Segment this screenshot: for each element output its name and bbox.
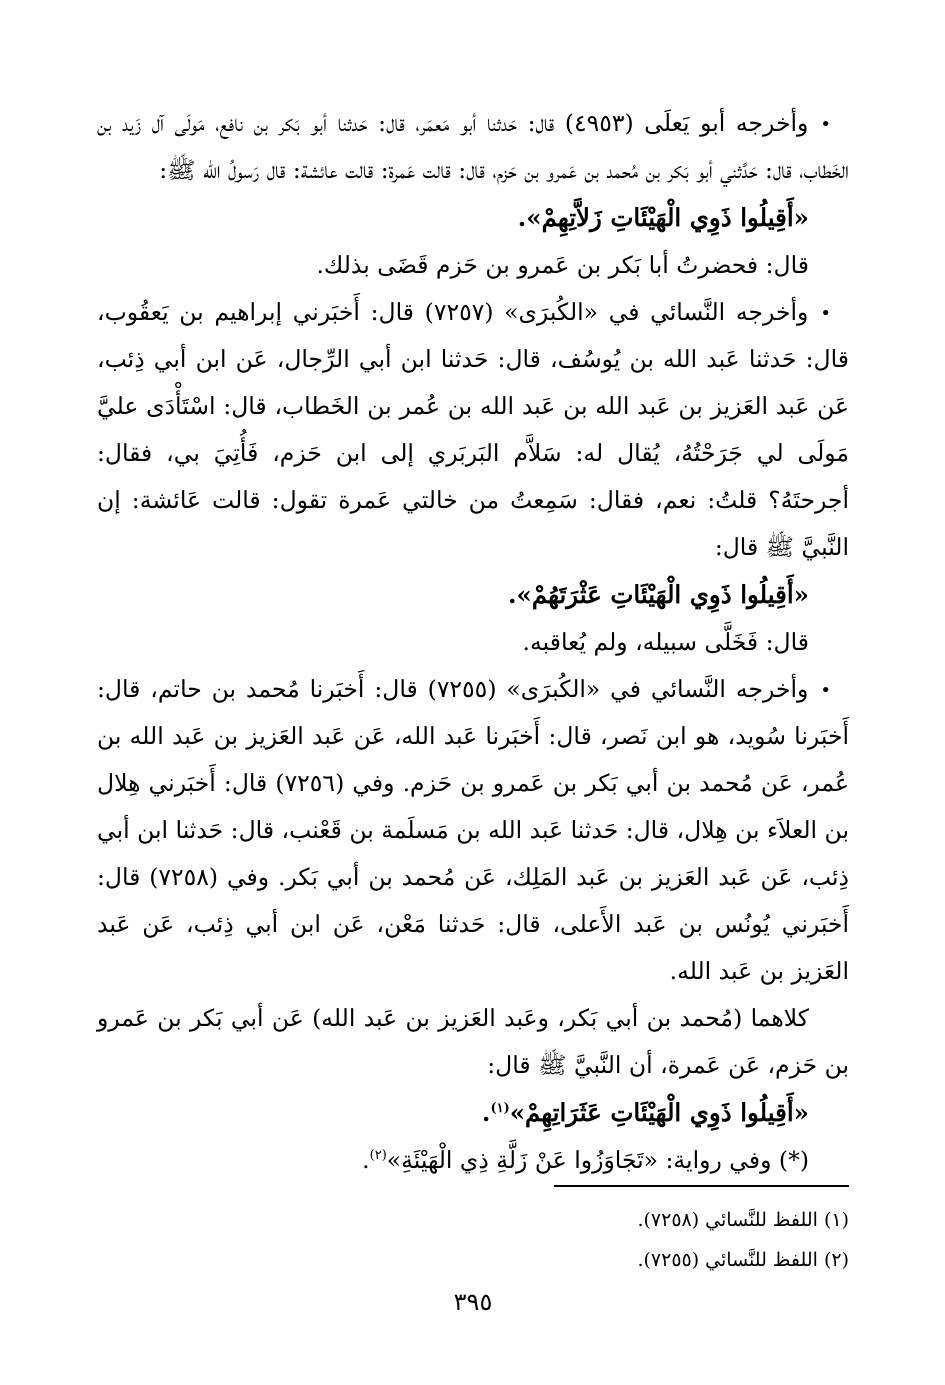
- period: .: [362, 1146, 370, 1174]
- paragraph-abu-yala: [97, 100, 849, 194]
- page-number: ٣٩٥: [453, 1288, 493, 1316]
- footnote-ref-1: (١): [490, 1100, 510, 1116]
- footnote-ref-2: (٢): [369, 1148, 387, 1164]
- hadith-text-with-footnote: [97, 1089, 849, 1137]
- paragraph-text: وأخرجه النَّسائي في «الكُبرَى» (٧٢٥٧) قال: أَخبَرني إبراهيم بن يَعقُوب، قال: حَدثنا عَبد الله بن يُوسُف، قال: حَدثنا ابن أبي الرِّجال، عَن ابن أبي ذِئب، عَن عَبد العَزيز بن عَبد الله بن عَبد الله بن عُمر بن الخَطاب، قال: اسْتَأْدَى عليَّ مَولَى لي جَرَحْتُهُ، يُقال له: سَلاَّم البَربَري إلى ابن حَزم، فَأُتِيَ بي، فقال: أجرحتَهُ؟ قلتُ: نعم، فقال: سَمِعتُ من خالتي عَمرة تقول: قالت عَائشة: إن النَّبيَّ ﷺ قال:: [97, 298, 849, 561]
- paragraph-nasai-7257: [97, 289, 849, 571]
- narrator-comment: قال: فَخَلَّى سبيله، ولم يُعاقبه.: [522, 628, 809, 656]
- paragraph-both-narrators: كلاهما (مُحمد بن أبي بَكر، وعَبد العَزيز بن عَبد الله) عَن أبي بَكر بن عَمرو بن حَزم، عَن عَمرة، أن النَّبيَّ ﷺ قال:: [97, 1004, 849, 1079]
- paragraph-nasai-7255: [97, 666, 849, 995]
- period: .: [481, 1098, 491, 1127]
- footnote-divider: [554, 1185, 849, 1187]
- alternate-narration: [97, 1137, 849, 1184]
- hadith-text: «أَقِيلُوا ذَوِي الْهَيْئَاتِ عَثْرَتَهُمْ».: [508, 580, 809, 609]
- paragraph-text: وأخرجه أبو يَعلَى (٤٩٥٣) قال: حَدثنا أبو مَعمَر، قال: حَدثنا أبو بَكر بن نافع، مَولَى آل زَيد بن الخَطاب، قال: حَدَّثني أبو بَكر بن مُحمد بن عَمرو بن حَزم، قال: قالت عَمرة: قالت عائشة: قال رَسولُ الله ﷺ:: [97, 109, 849, 184]
- bullet-mark: •: [820, 679, 831, 701]
- bullet-mark: •: [820, 302, 831, 324]
- page-body: [97, 100, 849, 1380]
- footnotes: [97, 1200, 849, 1280]
- footnote-1: (١) اللفظ للنَّسائي (٧٢٥٨).: [637, 1209, 849, 1231]
- hadith-text: «أَقِيلُوا ذَوِي الْهَيْئَاتِ عَثَرَاتِهِمْ»: [509, 1098, 809, 1127]
- footnote-2: (٢) اللفظ للنَّسائي (٧٢٥٥).: [637, 1249, 849, 1271]
- alternate-narration-text: (*) وفي رواية: «تَجَاوَزُوا عَنْ زَلَّةِ ذِي الْهَيْئَةِ»: [386, 1146, 809, 1174]
- paragraph-text: وأخرجه النَّسائي في «الكُبرَى» (٧٢٥٥) قال: أَخبَرنا مُحمد بن حاتم، قال: أَخبَرنا سُويد، هو ابن نَصر، قال: أَخبَرنا عَبد الله، عَن عَبد العَزيز بن عَبد الله بن عُمر، عَن مُحمد بن أبي بَكر بن عَمرو بن حَزم. وفي (٧٢٥٦) قال: أَخبَرني هِلال بن العلاَء بن هِلال، قال: حَدثنا عَبد الله بن مَسلَمة بن قَعْنب، قال: حَدثنا ابن أبي ذِئب، عَن عَبد العَزيز بن عَبد المَلِك، عَن مُحمد بن أبي بَكر. وفي (٧٢٥٨) قال: أَخبَرني يُونُس بن عَبد الأَعلى، قال: حَدثنا مَعْن، عَن ابن أبي ذِئب، عَن عَبد العَزيز بن عَبد الله.: [97, 675, 849, 985]
- hadith-text: «أَقِيلُوا ذَوِي الْهَيْئَاتِ زَلاَّتِهِمْ».: [517, 203, 809, 232]
- narrator-comment: قال: فحضرتُ أبا بَكر بن عَمرو بن حَزم قَضَى بذلك.: [316, 251, 809, 279]
- bullet-mark: •: [820, 113, 832, 135]
